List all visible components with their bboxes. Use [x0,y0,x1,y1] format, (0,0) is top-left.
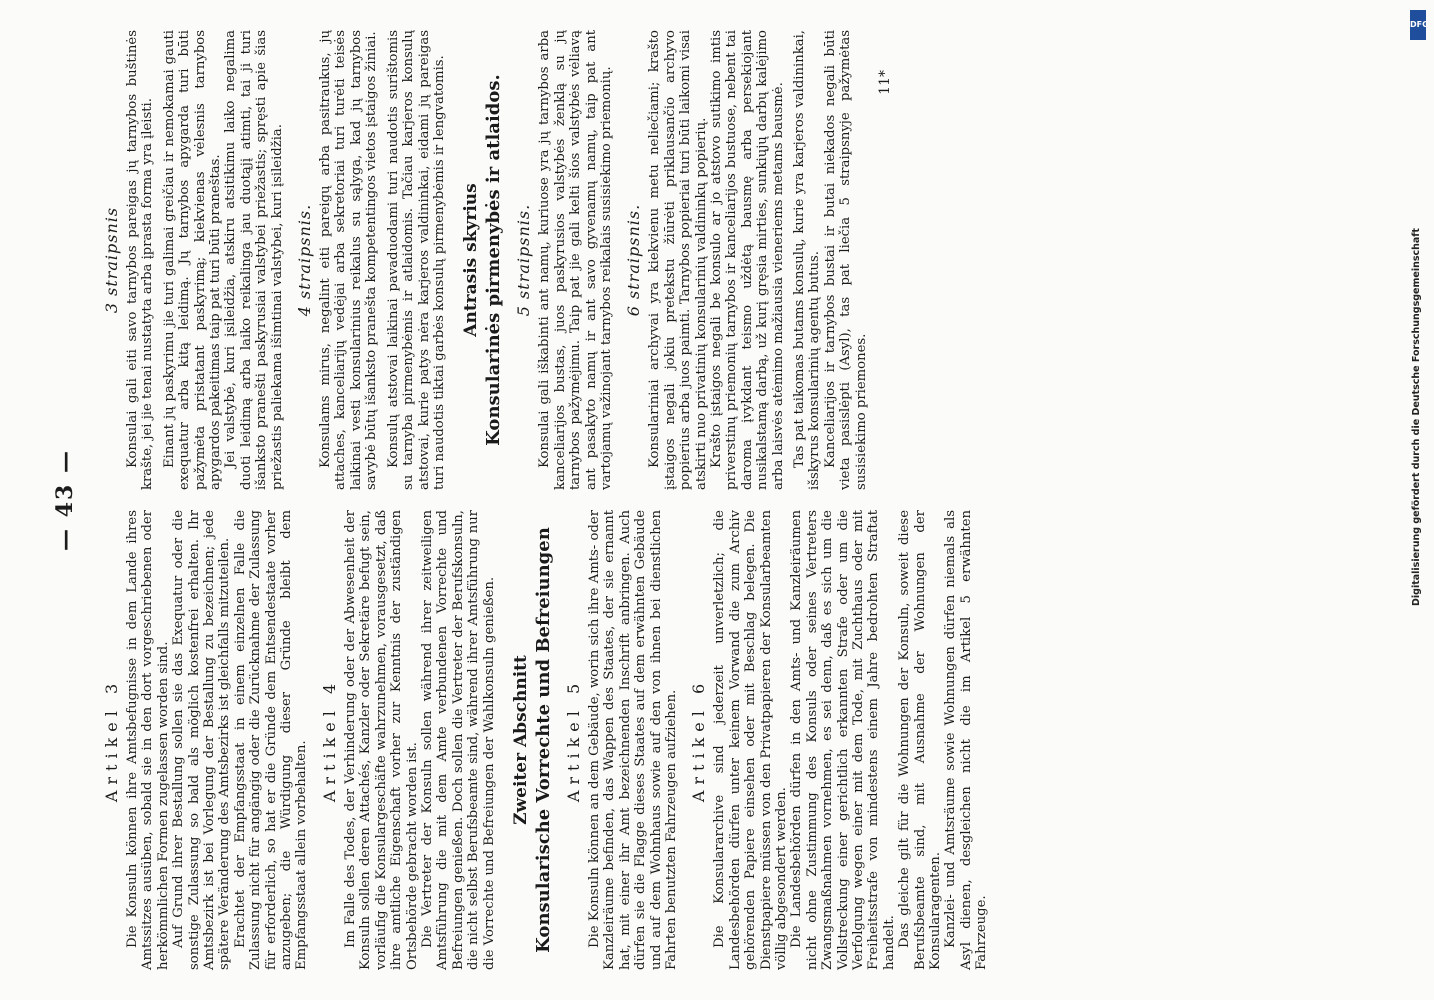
german-article-6-title: Artikel 6 [689,677,709,803]
german-article-3-title: Artikel 3 [102,677,121,803]
german-art3-paragraph-1: Die Konsuln können ihre Amtsbefugnisse in dem Lande ihres Amtssitzes ausüben, sobald sie in den dort vorgeschriebenen oder herkömmlichen Formen zugelassen worden sind. [125,510,171,970]
german-section-subtitle: Konsularische Vorrechte und Befreiungen [532,527,554,953]
lithuanian-art6-paragraph-1: Konsulariniai archyvai yra kiekvienu metu neliečiami; krašto įstaigos negali jokiu pretekstu žiūrėti priklausančio archyvo popierius arba juos paimti. Tarnybos popieriai turi būti laikomi visai atskirti nuo privatinių konsularinių valdininkų popierių. [647,30,709,490]
german-art3-paragraph-3: Erachtet der Empfangsstaat in einem einzelnen Falle die Zulassung nicht für angängig oder die Zurücknahme der Zulassung für erforderlich, so hat er die Gründe dem Entsendestaate vorher anzugeben; die Würdigung dieser Gründe bleibt dem Empfangsstaat allein vorbehalten. [232,510,310,970]
dfg-credit-text: Digitalisierung gefördert durch die Deutsche Forschungsgemeinschaft [1411,228,1422,606]
german-article-5-title: Artikel 5 [563,677,583,803]
lithuanian-article-3-title: 3 straipsnis [102,206,121,314]
lithuanian-art3-paragraph-3: Jei valstybė, kuri įsileidžia, atskiru atsitikimu laiko negalima duoti leidimą arba laiko reikalinga jau duotąjį atimti, tai ji turi išanksto pranešti paskyrusiai valstybei priežastis; spręsti apie šias priežastis paliekama išimtinai valstybei, kuri įsileidžia. [223,30,285,490]
german-art6-paragraph-2: Die Landesbehörden dürfen in den Amts- und Kanzleiräumen nicht ohne Zustimmung des Konsuls oder seines Vertreters Zwangsmaßnahmen vornehmen, es sei denn, daß es sich um die Vollstreckung einer gerichtlich erkannten Strafe oder um die Verfolgung wegen einer mit dem Tode, mit Zuchthaus oder mit Freiheitsstrafe von mindestens einem Jahre bedrohten Straftat handelt. [789,510,897,970]
lithuanian-art3-paragraph-1: Konsulai gali eiti savo tarnybos pareigas jų tarnybos buštinės krašte, jei jie tenai nustatyta arba įprasta forma yra įleisti. [125,30,156,490]
lithuanian-article-6-title: 6 straipsnis. [624,203,644,317]
german-art6-paragraph-1: Die Konsulararchive sind jederzeit unverletzlich; die Landesbehörden dürfen unter keinem Vorwand die zum Archiv gehörenden Papiere einsehen oder mit Beschlag belegen. Die Dienstpapiere müssen von den Privatpapieren der Konsularbeamten völlig abgesondert werden. [712,510,789,970]
lithuanian-article-4-title: 4 straipsnis. [295,203,315,317]
german-art6-paragraph-4: Kanzlei- und Amtsräume sowie Wohnungen dürfen niemals als Asyl dienen, desgleichen nicht die im Artikel 5 erwähnten Fahrzeuge. [943,510,990,970]
rotated-text-block [52,20,1382,980]
german-article-4-title: Artikel 4 [319,677,339,803]
lithuanian-art4-paragraph-2: Konsulų atstovai laikinai pavaduodami turi naudotis surištomis su tarnyba pirmenybėmis ir atlaidomis. Tačiau karjeros konsulų atstovai, kurie patys nėra karjeros valdininkai, eidami jų pareigas turi naudotis tiktai garbės konsulų pirmenybėmis ir lengvatomis. [385,30,447,490]
lithuanian-column [92,30,893,490]
signature-mark: 11* [877,70,894,95]
lithuanian-art4-paragraph-1: Konsulams mirus, negalint eiti pareigų arba pasitraukus, jų attaches, kanceliarijų vedėjai arba sekretoriai turi turėti teisės laikinai vesti konsularinius reikalus su sąlyga, kad jų tarnybos savybė būtų išanksto pranešta kompetentingos vietos įstaigos žiniai. [318,30,380,490]
lithuanian-section-subtitle: Konsularinės pirmenybės ir atlaidos. [483,74,505,446]
page-number: — 43 — [52,449,78,551]
german-art4-paragraph-2: Die Vertreter der Konsuln sollen während ihrer zeitweiligen Amtsführung die mit dem Amte verbundenen Vorrechte und Befreiungen genießen. Doch sollen die Vertreter der Berufskonsuln, die nicht selbst Berufsbeamte sind, während ihrer Amtsführung nur die Vorrechte und Befreiungen der Wahlkonsuln genießen. [419,510,497,970]
german-art5-paragraph-1: Die Konsuln können an dem Gebäude, worin sich ihre Amts- oder Kanzleiräume befinden, das Wappen des Staates, der sie ernannt hat, mit einer ihr Amt bezeichnenden Inschrift anbringen. Auch dürfen sie die Flagge dieses Staates auf dem erwähnten Gebäude und auf dem Wohnhaus sowie auf den von ihnen bei dienstlichen Fahrten benutzten Fahrzeugen aufziehen. [586,510,679,970]
german-art3-paragraph-2: Auf Grund ihrer Bestallung sollen sie das Exequatur oder die sonstige Zulassung so bald als möglich kostenfrei erhalten. Ihr Amtsbezirk ist bei Vorlegung der Bestallung zu bezeichnen; jede spätere Veränderung des Amtsbezirks ist gleichfalls mitzuteilen. [171,510,233,970]
lithuanian-art6-paragraph-2: Krašto įstaigos negali be konsulo ar jo atstovo sutikimo imtis priverstinų priemonių tarnybos ir kanceliarijos bustuose, nebent tai daroma įvykdant teismo uždėtą bausmę arba persekiojant nusikalstamą darbą, už kurį gręsia mirties, sunkiųjų darbų kalėjimo arba laisvės atėmimo mažiausia vieneriems metams bausmė. [708,30,786,490]
lithuanian-article-5-title: 5 straipsnis. [514,203,534,317]
german-column [92,510,990,970]
lithuanian-section-title: Antrasis skyrius [461,183,482,337]
dfg-credit-strip [1408,6,1430,606]
german-section-title: Zweiter Abschnitt [510,655,531,825]
german-art4-paragraph-1: Im Falle des Todes, der Verhinderung oder der Abwesenheit der Konsuln sollen deren Attachés, Kanzler oder Sekretäre befugt sein, vorläufig die Konsulargeschäfte wahrzunehmen, vorausgesetzt, daß ihre amtliche Eigenschaft vorher zur Kenntnis der zuständigen Ortsbehörde gebracht worden ist. [342,510,420,970]
lithuanian-art5-paragraph-1: Konsulai gali iškabinti ant namų, kuriuose yra jų tarnybos arba kanceliarijos bustas, juos paskyrusios valstybės ženklą su jų tarnybos pažymėjimu. Taip pat jie gali kelti šios valstybės vėliavą ant pasakyto namų ir ant savo gyvenamų namų, taip pat ant vartojamų važinojant tarnybos reikalais susisiekimo priemonių. [537,30,614,490]
lithuanian-art6-paragraph-3: Tas pat taikomas butams konsulų, kurie yra karjeros valdininkai, išskyrus konsularinių agentų butus. [792,30,823,490]
dfg-logo: DFG [1410,10,1426,40]
lithuanian-art3-paragraph-2: Einant jų paskyrimu jie turi galimai greičiau ir nemokamai gauti exequatur arba kitą leidimą. Jų tarnybos apygarda turi būti pažymėta pristatant paskyrimą; kiekvienas vėlesnis tarnybos apygardos pakeitimas taip pat turi būti praneštas. [161,30,224,490]
lithuanian-art6-paragraph-4: Kanceliarijos ir tarnybos bustai ir butai niekados negali būti vieta pasislėpti (Asyl), tas pat liečia 5 straipsnyje pažymėtas susisiekimo priemones. [822,30,869,490]
german-art6-paragraph-3: Das gleiche gilt für die Wohnungen der Konsuln, soweit diese Berufsbeamte sind, mit Ausnahme der Wohnungen der Konsularagenten. [897,510,944,970]
